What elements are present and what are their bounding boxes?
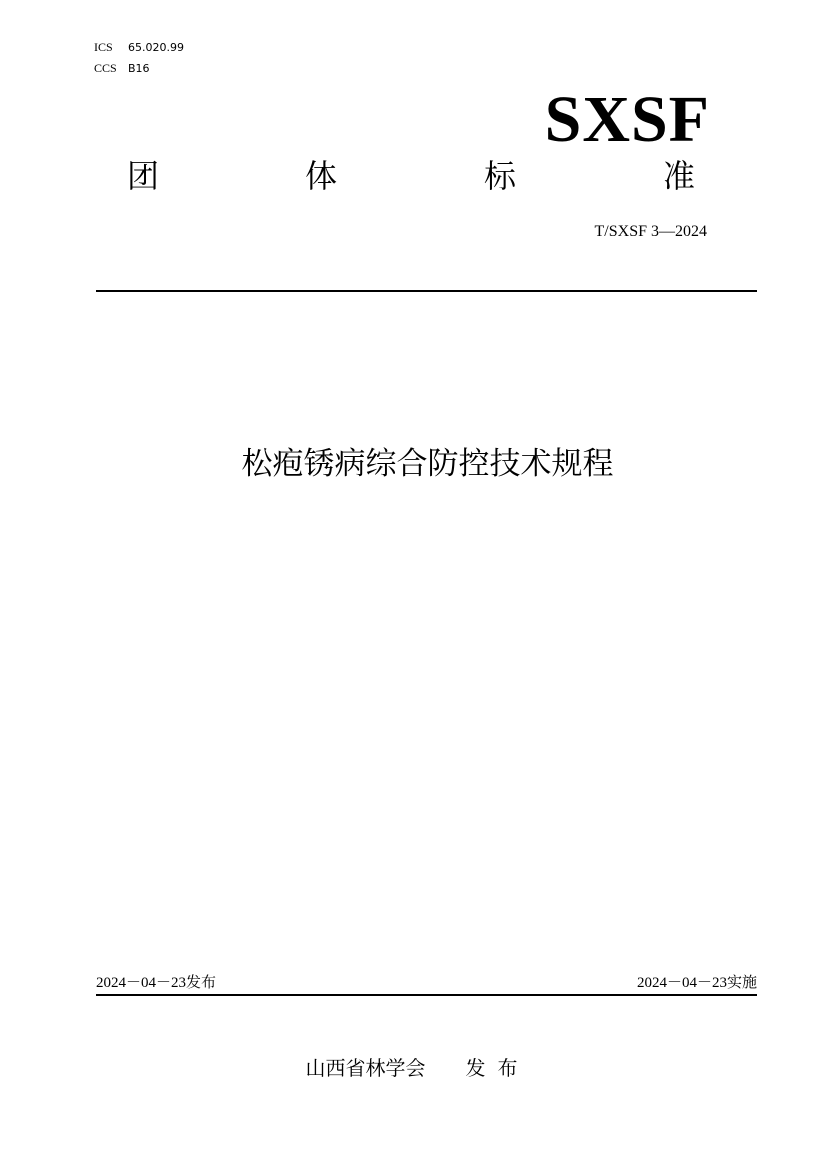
- ccs-line: [94, 61, 150, 76]
- header-divider: [96, 290, 757, 292]
- effective-date: 2024－04－23实施: [636, 975, 757, 991]
- org-code-logo: SXSF: [544, 83, 710, 156]
- publish-date: 2024－04－23发布: [96, 975, 217, 991]
- standard-type-char-3: 标: [484, 157, 517, 195]
- ccs-code: B16: [128, 62, 150, 75]
- ccs-label: CCS: [94, 61, 117, 75]
- standard-number: T/SXSF 3—2024: [594, 223, 707, 240]
- standard-type-char-1: 团: [127, 157, 160, 195]
- ics-line: [94, 40, 184, 55]
- issuer-name: 山西省林学会: [305, 1056, 426, 1080]
- footer-divider: [96, 994, 757, 996]
- issued-label: 发布: [465, 1056, 530, 1080]
- ics-label: ICS: [94, 40, 113, 54]
- standard-type-char-2: 体: [305, 157, 338, 195]
- issuer-line: [0, 1055, 815, 1081]
- ics-code: 65.020.99: [128, 41, 184, 54]
- standard-type-char-4: 准: [663, 157, 696, 195]
- document-title: 松疱锈病综合防控技术规程: [241, 446, 614, 482]
